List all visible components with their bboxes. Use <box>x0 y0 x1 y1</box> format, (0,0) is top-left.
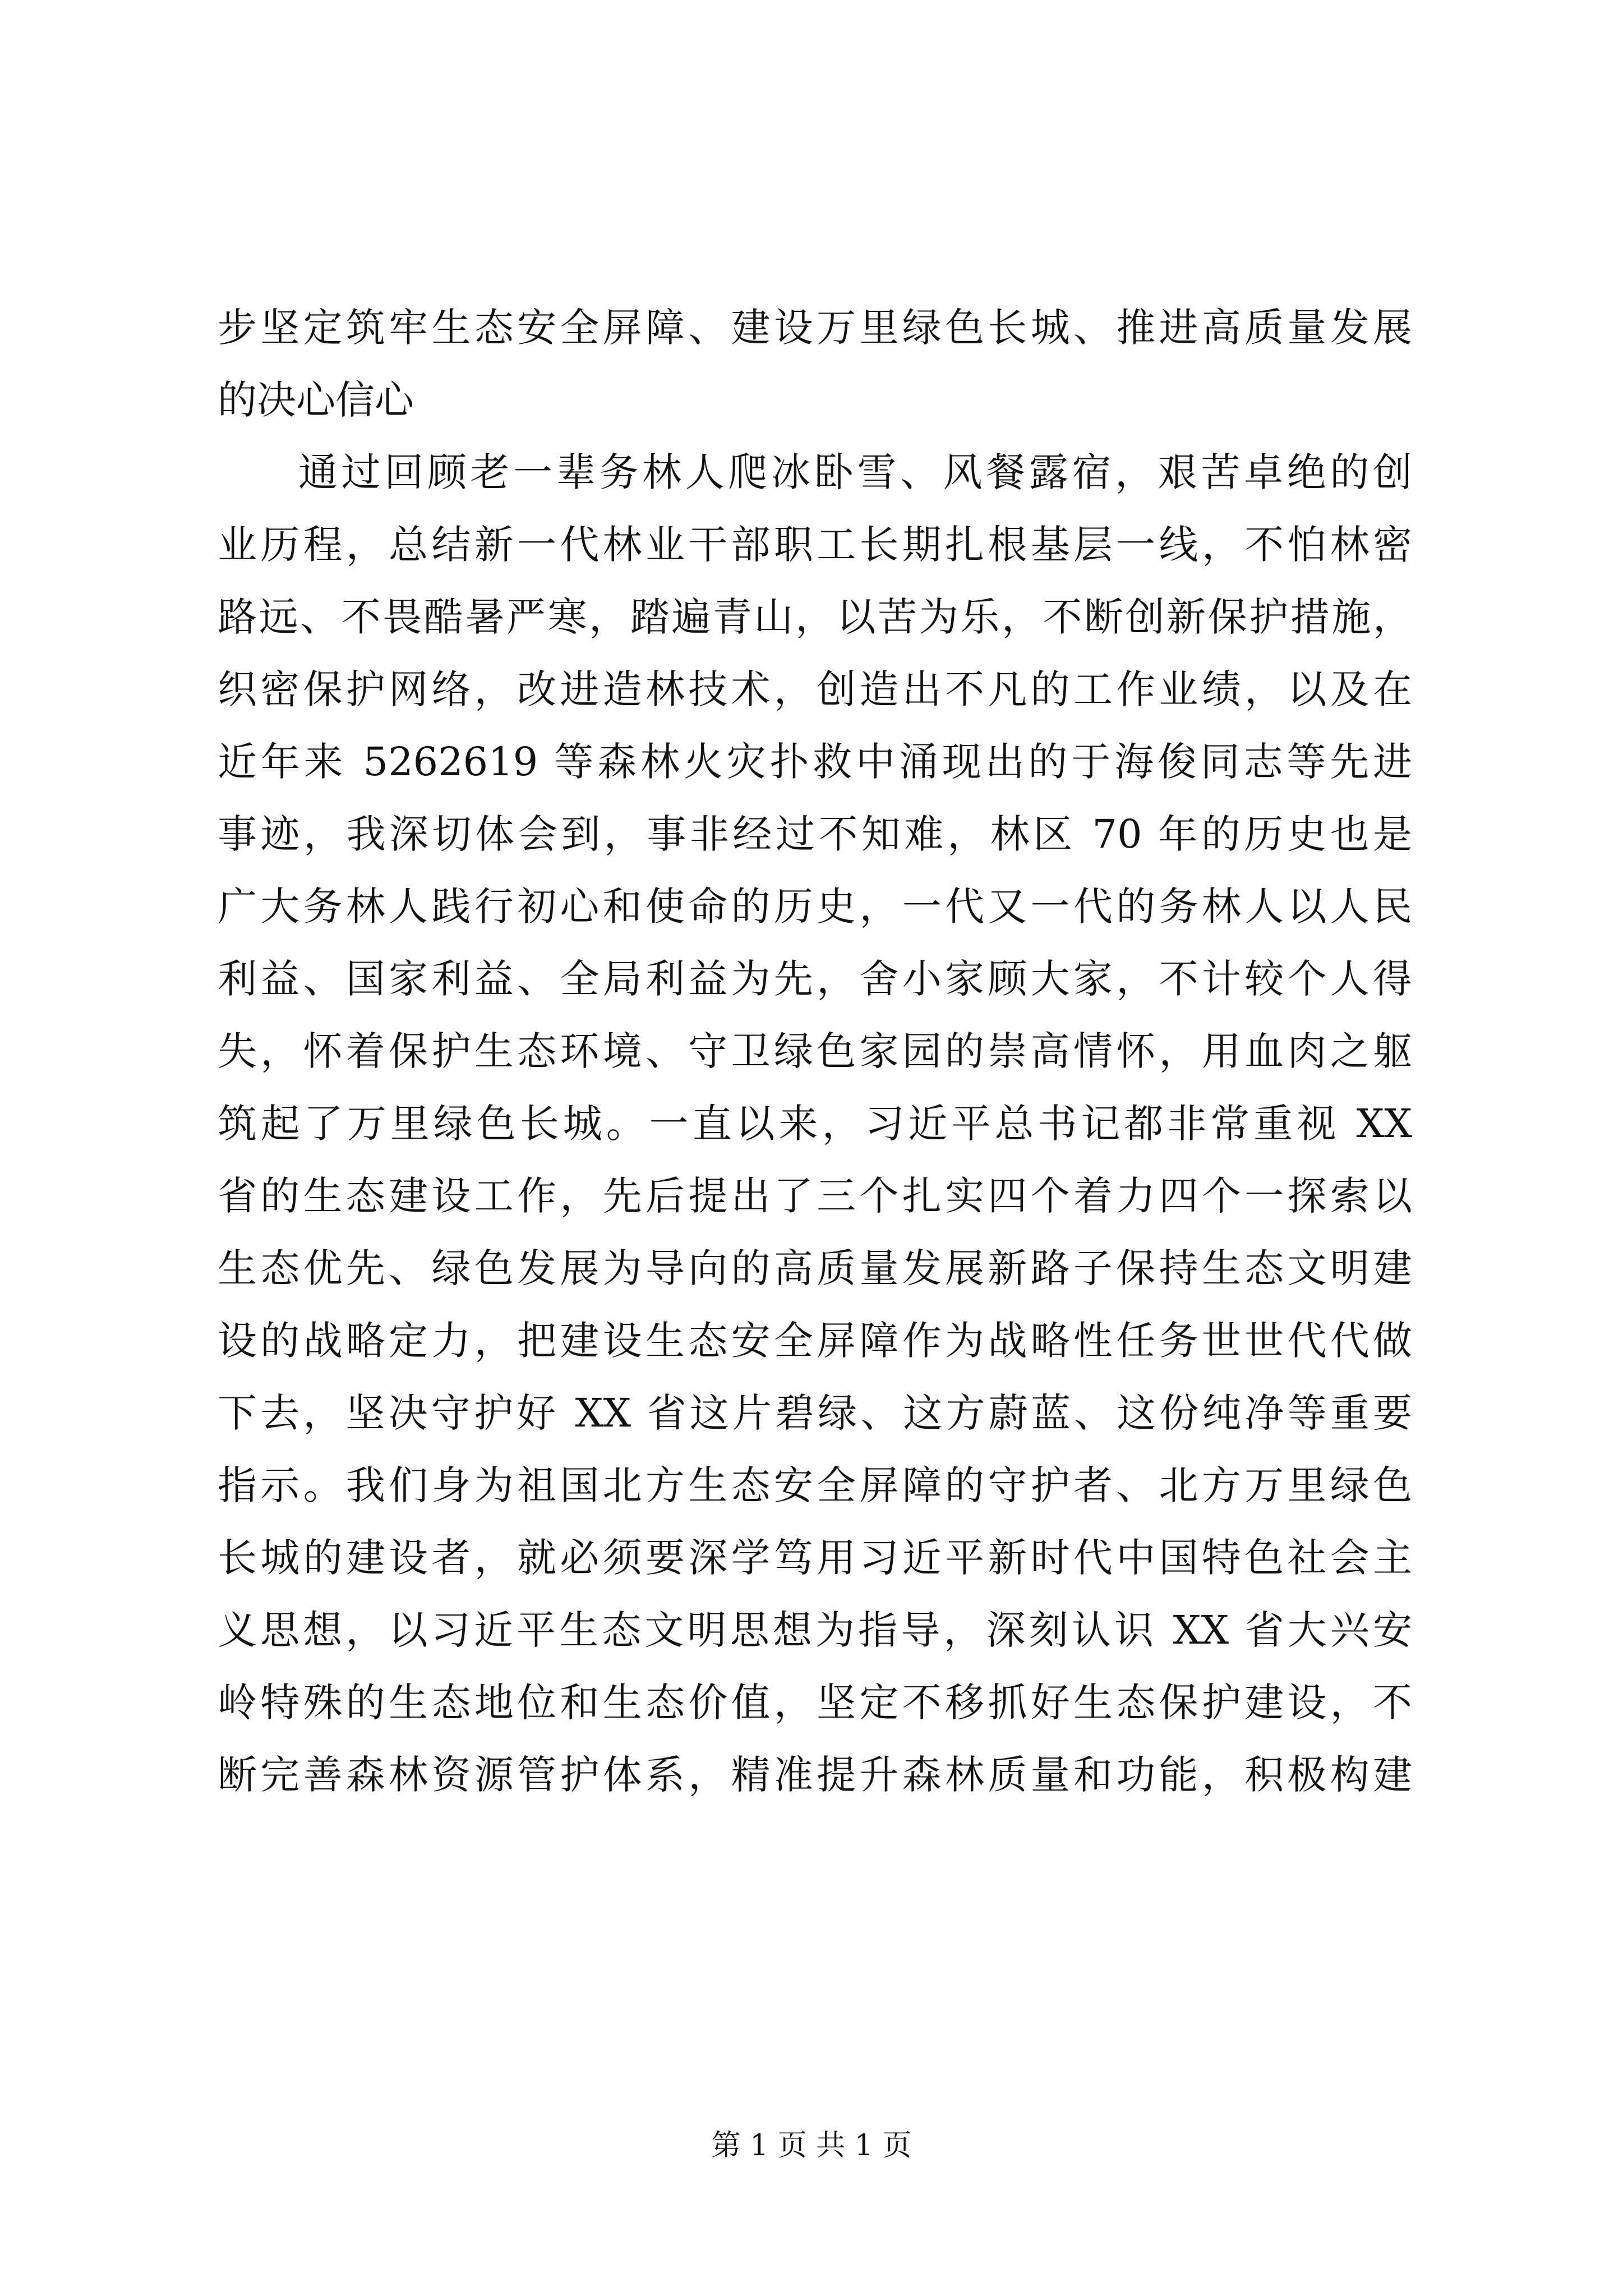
text-line-16: 下去，坚决守护好 XX 省这片碧绿、这方蔚蓝、这份纯净等重要 <box>218 1390 1412 1436</box>
text-line-11: 失，怀着保护生态环境、守卫绿色家园的崇高情怀，用血肉之躯 <box>218 1028 1412 1074</box>
text-line-1: 步坚定筑牢生态安全屏障、建设万里绿色长城、推进高质量发展 <box>218 305 1412 351</box>
text-line-4: 业历程，总结新一代林业干部职工长期扎根基层一线，不怕林密 <box>218 522 1412 568</box>
text-line-9: 广大务林人践行初心和使命的历史，一代又一代的务林人以人民 <box>218 884 1412 930</box>
text-line-5: 路远、不畏酷暑严寒，踏遍青山，以苦为乐，不断创新保护措施， <box>218 594 1412 640</box>
text-line-6: 织密保护网络，改进造林技术，创造出不凡的工作业绩，以及在 <box>218 666 1412 712</box>
text-line-14: 生态优先、绿色发展为导向的高质量发展新路子保持生态文明建 <box>218 1245 1412 1291</box>
text-line-21: 断完善森林资源管护体系，精准提升森林质量和功能，积极构建 <box>218 1752 1412 1798</box>
text-line-2: 的决心信心 <box>218 377 414 423</box>
text-line-13: 省的生态建设工作，先后提出了三个扎实四个着力四个一探索以 <box>218 1173 1412 1219</box>
text-line-20: 岭特殊的生态地位和生态价值，坚定不移抓好生态保护建设，不 <box>218 1680 1412 1726</box>
page-footer: 第 1 页 共 1 页 <box>711 2129 912 2162</box>
text-line-10: 利益、国家利益、全局利益为先，舍小家顾大家，不计较个人得 <box>218 956 1412 1002</box>
paragraph-first-line: 通过回顾老一辈务林人爬冰卧雪、风餐露宿，艰苦卓绝的创 <box>298 449 1412 495</box>
text-line-17: 指示。我们身为祖国北方生态安全屏障的守护者、北方万里绿色 <box>218 1462 1412 1508</box>
body-text <box>218 292 1412 1811</box>
text-line-7: 近年来 5262619 等森林火灾扑救中涌现出的于海俊同志等先进 <box>218 739 1412 785</box>
text-line-18: 长城的建设者，就必须要深学笃用习近平新时代中国特色社会主 <box>218 1535 1412 1581</box>
text-line-12: 筑起了万里绿色长城。一直以来，习近平总书记都非常重视 XX <box>218 1101 1412 1147</box>
text-line-19: 义思想，以习近平生态文明思想为指导，深刻认识 XX 省大兴安 <box>218 1607 1412 1653</box>
text-line-15: 设的战略定力，把建设生态安全屏障作为战略性任务世世代代做 <box>218 1318 1412 1364</box>
text-line-8: 事迹，我深切体会到，事非经过不知难，林区 70 年的历史也是 <box>218 811 1412 857</box>
